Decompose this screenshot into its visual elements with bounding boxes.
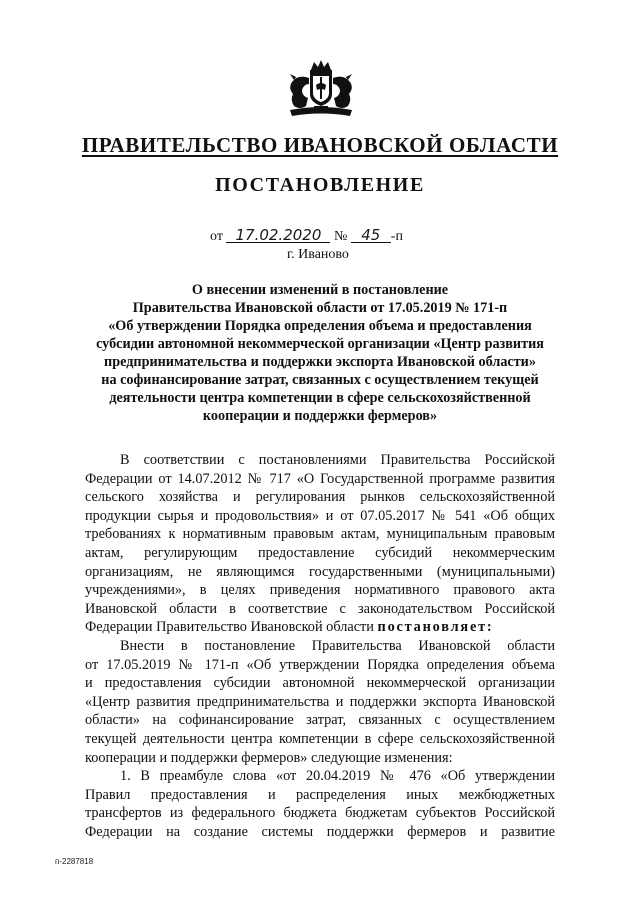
date-prefix: от xyxy=(210,229,223,244)
document-body xyxy=(85,451,555,841)
heading-line: «Об утверждении Порядка определения объема и предоставления xyxy=(108,318,532,334)
body-line: Федерации от 14.07.2012 № 717 «О Государственной программе развития xyxy=(85,470,555,487)
document-heading xyxy=(75,281,565,425)
body-line: трансфертов из федерального бюджета бюджетам субъектов Российской xyxy=(85,805,555,822)
body-line: области» на софинансирование затрат, связанных с осуществлением xyxy=(85,712,555,729)
body-line: Внести в постановление Правительства Ивановской области xyxy=(120,637,555,654)
body-line: В соответствии с постановлениями Правительства Российской xyxy=(120,452,555,468)
number-suffix: -п xyxy=(390,229,403,244)
body-line: организациям, не являющимся государственными (муниципальными) xyxy=(85,563,555,580)
decree-word: постановляет: xyxy=(377,619,494,636)
body-line-text: Федерации Правительство Ивановской области xyxy=(85,619,374,636)
body-line: требованиях к нормативным правовым актам, муниципальным правовым xyxy=(85,526,555,543)
number-prefix: № xyxy=(333,229,348,244)
city: г. Иваново xyxy=(287,247,349,262)
heading-line: О внесении изменений в постановление xyxy=(191,282,449,298)
body-line: 1. В преамбуле слова «от 20.04.2019 № 476 «Об утверждении xyxy=(120,768,555,785)
heading-line: деятельности центра компетенции в сфере сельскохозяйственной xyxy=(109,390,531,406)
footer-document-code: п-2287818 xyxy=(55,857,94,866)
body-line: кооперации и поддержки фермеров» следующие изменения: xyxy=(85,749,453,766)
body-line: «Центр развития предпринимательства и поддержки экспорта Ивановской xyxy=(85,693,555,710)
body-line: Правил предоставления и распределения иных межбюджетных xyxy=(85,786,555,803)
government-title: ПРАВИТЕЛЬСТВО ИВАНОВСКОЙ ОБЛАСТИ xyxy=(81,133,559,157)
body-line: Федерации на создание системы поддержки фермеров и развитие xyxy=(85,823,555,840)
heading-line: субсидии автономной некоммерческой организации «Центр развития xyxy=(96,336,544,352)
body-line: и предоставления субсидии автономной некоммерческой организации xyxy=(85,675,555,692)
body-line xyxy=(85,618,555,637)
body-line: текущей деятельности центра компетенции в сфере сельскохозяйственной xyxy=(85,730,555,747)
date-number-line xyxy=(210,228,403,245)
document-type: ПОСТАНОВЛЕНИЕ xyxy=(215,174,425,196)
coat-of-arms-icon xyxy=(284,58,358,120)
body-line: учреждениями», в целях приведения нормативного правового акта xyxy=(85,582,555,599)
handwritten-number: 45 xyxy=(351,228,391,243)
body-line: от 17.05.2019 № 171-п «Об утверждении Порядка определения объема xyxy=(85,656,555,673)
body-line: актам, регулирующим предоставление субсидий некоммерческим xyxy=(85,544,555,561)
handwritten-date: 17.02.2020 xyxy=(226,228,330,243)
body-line: Ивановской области в соответствие с законодательством Российской xyxy=(85,600,555,617)
body-line: сельского хозяйства и регулирования рынков сельскохозяйственной xyxy=(85,489,555,506)
heading-line: предпринимательства и поддержки экспорта Ивановской области» xyxy=(104,354,536,370)
body-line: продукции сырья и продовольствия» и от 07.05.2017 № 541 «Об общих xyxy=(85,507,555,524)
heading-line: Правительства Ивановской области от 17.05.2019 № 171-п xyxy=(132,300,508,316)
heading-line: на софинансирование затрат, связанных с осуществлением текущей xyxy=(101,372,539,388)
heading-line: кооперации и поддержки фермеров» xyxy=(202,408,438,424)
